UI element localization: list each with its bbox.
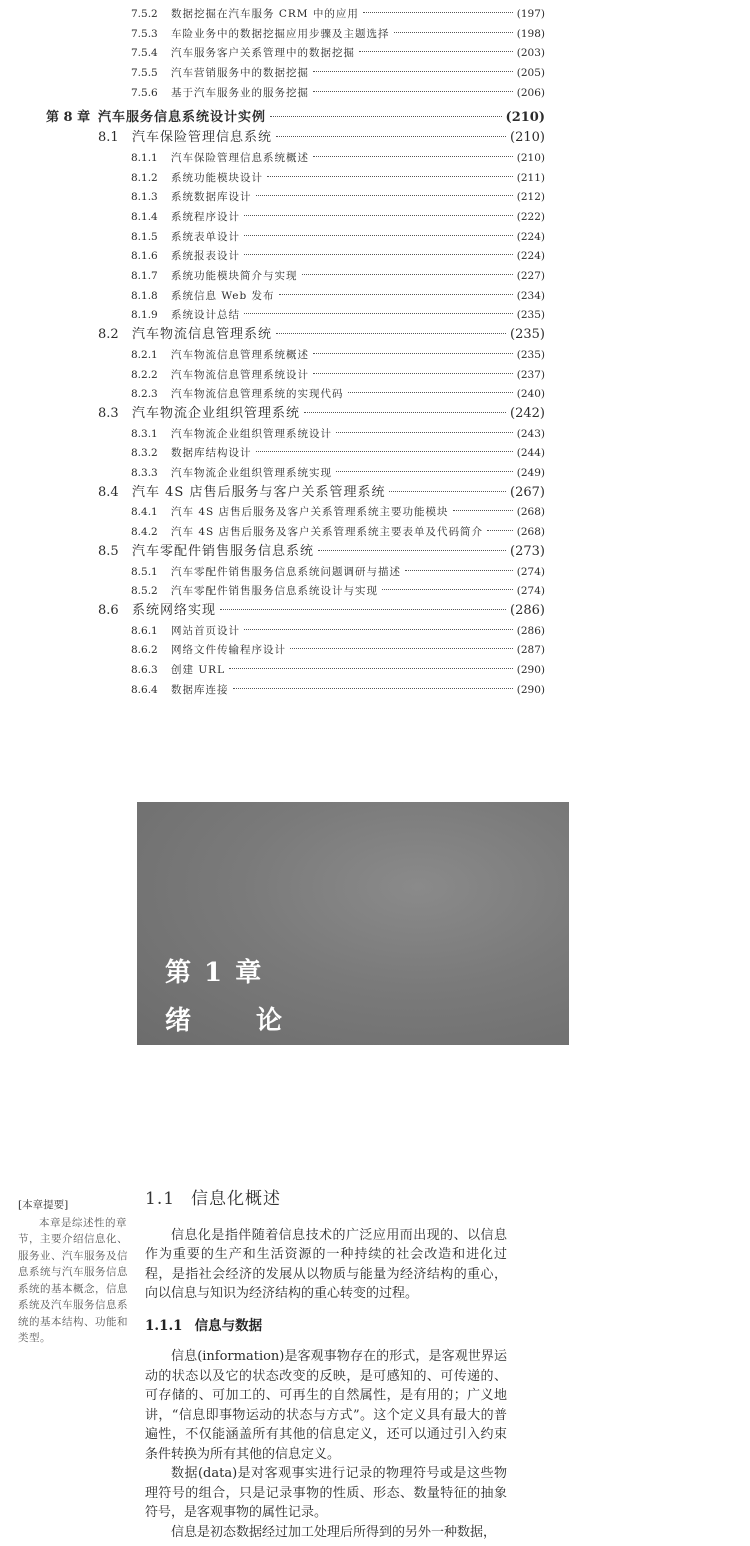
toc-entry (131, 287, 545, 305)
toc-entry-title: 网站首页设计 (171, 625, 240, 637)
toc-entry-title: 系统报表设计 (171, 250, 240, 262)
paragraph-information-data: 信息是初态数据经过加工处理后所得到的另外一种数据， (171, 1524, 497, 1540)
toc-leader-dots (313, 71, 513, 72)
toc-entry-title: 汽车物流信息管理系统的实现代码 (171, 388, 344, 400)
toc-entry-page: (206) (516, 87, 545, 99)
toc-entry-number: 8.4.1 (131, 506, 158, 518)
chapter-summary-sidebar (18, 1197, 134, 1347)
toc-entry-page: (203) (516, 47, 545, 59)
toc-entry (98, 405, 545, 423)
intro-paragraph: 信息化是指伴随着信息技术的广泛应用而出现的、以信息作为重要的生产和生活资源的一种持续的社会改造和进化过程，是指社会经济的发展从以物质与能量为经济结构的重心，向以信息与知识为经济结构的重心转变的过程。 (145, 1227, 507, 1301)
toc-entry-page: (227) (516, 270, 545, 282)
toc-entry (46, 109, 545, 127)
toc-entry-page: (243) (516, 428, 545, 440)
toc-leader-dots (487, 530, 513, 531)
toc-leader-dots (220, 609, 506, 610)
toc-leader-dots (244, 215, 513, 216)
toc-leader-dots (453, 510, 513, 511)
toc-entry-page: (268) (516, 526, 545, 538)
toc-entry-number: 8.1.5 (131, 231, 158, 243)
toc-leader-dots (304, 412, 506, 413)
toc-entry (131, 582, 545, 600)
toc-entry-page: (222) (516, 211, 545, 223)
toc-entry-title: 汽车保险管理信息系统 (132, 130, 273, 145)
toc-entry-page: (267) (510, 485, 545, 500)
toc-entry-title: 汽车服务信息系统设计实例 (98, 110, 267, 125)
toc-entry-number: 8.3.1 (131, 428, 158, 440)
toc-entry-title: 汽车服务客户关系管理中的数据挖掘 (171, 47, 355, 59)
toc-leader-dots (244, 254, 513, 255)
toc-leader-dots (267, 176, 513, 177)
toc-leader-dots (313, 353, 513, 354)
toc-entry-title: 系统网络实现 (132, 603, 217, 618)
toc-entry-title: 车险业务中的数据挖掘应用步骤及主题选择 (171, 28, 390, 40)
toc-entry-number: 8.2 (98, 327, 119, 342)
toc-leader-dots (313, 156, 513, 157)
toc-entry-title: 系统表单设计 (171, 231, 240, 243)
toc-entry-number: 8.1.7 (131, 270, 158, 282)
toc-entry (131, 149, 545, 167)
toc-entry-title: 系统数据库设计 (171, 191, 252, 203)
toc-leader-dots (336, 432, 513, 433)
toc-entry-page: (235) (516, 309, 545, 321)
toc-entry-number: 8.3.3 (131, 467, 158, 479)
paragraph-information: 信息(information)是客观事物存在的形式，是客观世界运动的状态以及它的状态改变的反映，是可感知的、可传递的、可存储的、可加工的、可再生的自然属性，是有用的；广义地讲，“信息即事物运动的状态与方式”。这个定义具有最大的普遍性，不仅能涵盖所有其他的信息定义，还可以通过引入约束条件转换为所有其他的信息定义。 (145, 1349, 507, 1462)
toc-leader-dots (318, 550, 506, 551)
toc-leader-dots (256, 451, 513, 452)
toc-entry-page: (212) (516, 191, 545, 203)
toc-entry (131, 169, 545, 187)
toc-entry-page: (237) (516, 369, 545, 381)
toc-entry-number: 第 8 章 (46, 110, 91, 125)
toc-entry-number: 7.5.6 (131, 87, 158, 99)
toc-entry-number: 8.6.4 (131, 684, 158, 696)
toc-entry-page: (198) (516, 28, 545, 40)
toc-leader-dots (363, 12, 513, 13)
toc-entry (131, 563, 545, 581)
toc-entry-page: (197) (516, 8, 545, 20)
toc-entry-page: (235) (516, 349, 545, 361)
toc-entry-page: (290) (516, 664, 545, 676)
toc-entry-page: (234) (516, 290, 545, 302)
main-body-text (145, 1190, 507, 1542)
toc-entry-page: (244) (516, 447, 545, 459)
toc-leader-dots (276, 136, 506, 137)
toc-entry (131, 641, 545, 659)
toc-entry (131, 661, 545, 679)
toc-entry-page: (242) (510, 406, 545, 421)
toc-entry-page: (273) (510, 544, 545, 559)
section-number: 1.1 (145, 1189, 176, 1209)
toc-leader-dots (270, 116, 502, 117)
toc-leader-dots (405, 570, 513, 571)
toc-entry (131, 228, 545, 246)
toc-entry (131, 306, 545, 324)
toc-entry-title: 汽车物流企业组织管理系统 (132, 406, 301, 421)
toc-leader-dots (244, 313, 513, 314)
toc-entry-title: 汽车 4S 店售后服务及客户关系管理系统主要表单及代码简介 (171, 526, 484, 538)
toc-leader-dots (313, 91, 513, 92)
toc-entry (131, 25, 545, 43)
toc-entry-title: 汽车物流信息管理系统概述 (171, 349, 309, 361)
toc-leader-dots (244, 235, 513, 236)
toc-leader-dots (276, 333, 506, 334)
toc-entry-number: 8.2.1 (131, 349, 158, 361)
toc-entry-page: (211) (516, 172, 545, 184)
summary-text: 本章是综述性的章节，主要介绍信息化、服务业、汽车服务及信息系统与汽车服务信息系统的基本概念，信息系统及汽车服务信息系统的基本结构、功能和类型。 (18, 1216, 128, 1344)
toc-entry-page: (268) (516, 506, 545, 518)
toc-entry-title: 汽车 4S 店售后服务及客户关系管理系统主要功能模块 (171, 506, 449, 518)
toc-leader-dots (359, 51, 513, 52)
toc-leader-dots (302, 274, 513, 275)
subsection-number: 1.1.1 (145, 1317, 183, 1334)
toc-entry-title: 系统功能模块设计 (171, 172, 263, 184)
toc-entry-page: (274) (516, 585, 545, 597)
toc-entry (131, 385, 545, 403)
toc-entry-page: (235) (510, 327, 545, 342)
toc-entry-number: 8.5.1 (131, 566, 158, 578)
toc-entry-title: 汽车营销服务中的数据挖掘 (171, 67, 309, 79)
toc-leader-dots (244, 629, 513, 630)
toc-entry (131, 188, 545, 206)
toc-entry-page: (224) (516, 231, 545, 243)
toc-entry (131, 503, 545, 521)
section-heading (145, 1190, 507, 1210)
toc-entry-number: 8.6.1 (131, 625, 158, 637)
toc-entry-title: 网络文件传输程序设计 (171, 644, 286, 656)
toc-entry-title: 汽车物流信息管理系统 (132, 327, 273, 342)
toc-entry-number: 7.5.2 (131, 8, 158, 20)
toc-entry-title: 汽车零配件销售服务信息系统设计与实现 (171, 585, 378, 597)
toc-entry-title: 基于汽车服务业的服务挖掘 (171, 87, 309, 99)
toc-entry-number: 8.1.1 (131, 152, 158, 164)
toc-entry (98, 602, 545, 620)
toc-entry (131, 267, 545, 285)
paragraph-data: 数据(data)是对客观事实进行记录的物理符号或是这些物理符号的组合，只是记录事物的性质、形态、数量特征的抽象符号，是客观事物的属性记录。 (145, 1466, 507, 1520)
toc-leader-dots (233, 688, 513, 689)
toc-entry (131, 84, 545, 102)
chapter-title: 绪 论 (165, 1006, 311, 1036)
toc-entry-page: (290) (516, 684, 545, 696)
toc-entry-number: 7.5.4 (131, 47, 158, 59)
toc-entry (131, 64, 545, 82)
toc-entry-page: (210) (510, 130, 545, 145)
toc-entry-page: (240) (516, 388, 545, 400)
toc-entry-number: 7.5.5 (131, 67, 158, 79)
toc-entry (131, 523, 545, 541)
toc-entry-title: 系统设计总结 (171, 309, 240, 321)
toc-entry-number: 8.5.2 (131, 585, 158, 597)
toc-entry-title: 数据库结构设计 (171, 447, 252, 459)
toc-entry-number: 8.1.8 (131, 290, 158, 302)
toc-entry-title: 创建 URL (171, 664, 226, 676)
toc-entry-number: 8.6.3 (131, 664, 158, 676)
toc-entry-title: 汽车零配件销售服务信息系统问题调研与描述 (171, 566, 401, 578)
toc-entry-title: 汽车物流信息管理系统设计 (171, 369, 309, 381)
toc-entry (131, 681, 545, 699)
toc-entry (131, 208, 545, 226)
toc-entry-page: (205) (516, 67, 545, 79)
toc-leader-dots (389, 491, 506, 492)
toc-entry-number: 8.5 (98, 544, 119, 559)
toc-entry-page: (287) (516, 644, 545, 656)
toc-entry-number: 8.1.9 (131, 309, 158, 321)
toc-entry-page: (224) (516, 250, 545, 262)
toc-entry-number: 8.6 (98, 603, 119, 618)
toc-entry (131, 5, 545, 23)
toc-entry-number: 8.1.6 (131, 250, 158, 262)
toc-entry-number: 8.4 (98, 485, 119, 500)
toc-entry-number: 8.1 (98, 130, 119, 145)
toc-entry-title: 系统功能模块简介与实现 (171, 270, 298, 282)
toc-leader-dots (313, 373, 513, 374)
toc-entry-number: 7.5.3 (131, 28, 158, 40)
toc-entry (98, 326, 545, 344)
toc-entry-number: 8.1.2 (131, 172, 158, 184)
toc-leader-dots (336, 471, 513, 472)
toc-entry-number: 8.3 (98, 406, 119, 421)
toc-entry (131, 444, 545, 462)
subsection-title: 信息与数据 (194, 1317, 263, 1334)
toc-entry-number: 8.2.3 (131, 388, 158, 400)
toc-entry (131, 247, 545, 265)
toc-entry-page: (249) (516, 467, 545, 479)
toc-entry (131, 44, 545, 62)
toc-entry-page: (274) (516, 566, 545, 578)
toc-entry-title: 汽车物流企业组织管理系统设计 (171, 428, 332, 440)
toc-leader-dots (394, 32, 513, 33)
toc-entry-page: (210) (505, 110, 545, 125)
toc-entry-page: (286) (516, 625, 545, 637)
subsection-heading (145, 1317, 507, 1337)
toc-entry-title: 系统信息 Web 发布 (171, 290, 275, 302)
toc-entry (98, 484, 545, 502)
toc-entry-title: 数据库连接 (171, 684, 229, 696)
chapter-banner (137, 802, 569, 1045)
toc-entry (131, 346, 545, 364)
toc-entry-title: 系统程序设计 (171, 211, 240, 223)
toc-entry (131, 464, 545, 482)
toc-entry-number: 8.2.2 (131, 369, 158, 381)
toc-entry (98, 543, 545, 561)
toc-entry (131, 366, 545, 384)
toc-entry-number: 8.4.2 (131, 526, 158, 538)
toc-entry-number: 8.1.4 (131, 211, 158, 223)
toc-entry (131, 622, 545, 640)
toc-entry-title: 汽车保险管理信息系统概述 (171, 152, 309, 164)
section-title: 信息化概述 (191, 1189, 282, 1209)
toc-entry-title: 汽车物流企业组织管理系统实现 (171, 467, 332, 479)
toc-entry-title: 数据挖掘在汽车服务 CRM 中的应用 (171, 8, 359, 20)
toc-leader-dots (256, 195, 513, 196)
toc-leader-dots (279, 294, 513, 295)
toc-entry-page: (210) (516, 152, 545, 164)
toc-leader-dots (382, 589, 513, 590)
toc-entry-number: 8.6.2 (131, 644, 158, 656)
summary-label: [本章提要] (18, 1199, 69, 1211)
toc-entry (131, 425, 545, 443)
toc-leader-dots (229, 668, 513, 669)
toc-entry (98, 129, 545, 147)
toc-entry-title: 汽车零配件销售服务信息系统 (132, 544, 315, 559)
toc-entry-number: 8.3.2 (131, 447, 158, 459)
toc-entry-page: (286) (510, 603, 545, 618)
toc-entry-title: 汽车 4S 店售后服务与客户关系管理系统 (132, 485, 386, 500)
toc-entry-number: 8.1.3 (131, 191, 158, 203)
toc-leader-dots (290, 648, 513, 649)
chapter-number: 第 1 章 (165, 958, 264, 988)
toc-leader-dots (348, 392, 513, 393)
